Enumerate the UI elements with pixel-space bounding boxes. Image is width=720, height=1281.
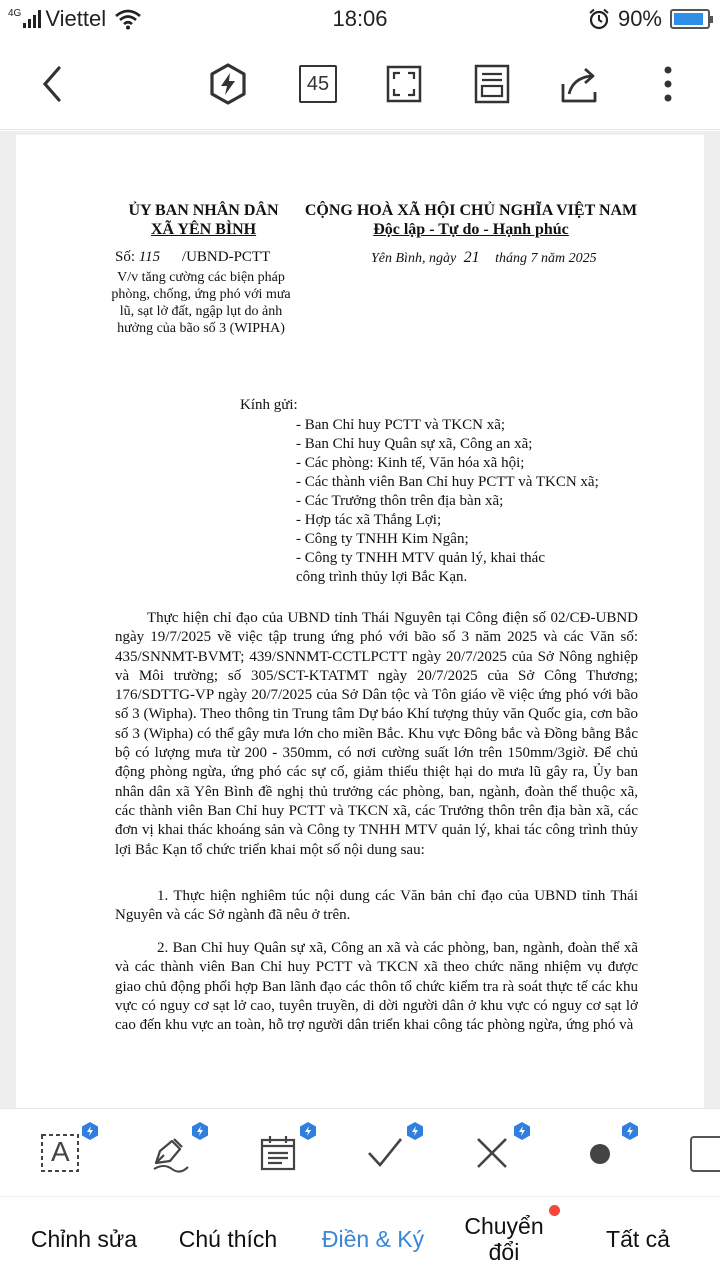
page-count-badge: 45 (306, 72, 330, 95)
status-bar (0, 0, 720, 40)
tab-fill-sign[interactable]: Điền & Ký (321, 1226, 425, 1252)
page-count-button[interactable] (296, 62, 340, 106)
national-title: CỘNG HOÀ XÃ HỘI CHỦ NGHĨA VIỆT NAM (304, 202, 638, 219)
premium-badge-icon (80, 1121, 100, 1141)
date-stamp-tool-icon (258, 1133, 298, 1173)
issuer-line-1: ỦY BAN NHÂN DÂN (128, 202, 279, 219)
so-suffix: /UBND-PCTT (181, 249, 271, 265)
so-label: Số: (115, 249, 136, 265)
paragraph-1: Thực hiện chỉ đạo của UBND tỉnh Thái Nguyên tại Công điện số 02/CĐ-UBND ngày 19/7/2025 về việc tập trung ứng phó với bão số 3 năm 2025 và các Văn số: 435/SNNMT-BVMT; 439/SNNMT-CCTLPCTT ngày 20/7/2025 của Sở Nông nghiệp và Môi trường; số 305/SCT-KTATMT ngày 20/7/2025 của Sở Công Thương; 176/SDTTG-VP ngày 20/7/2025 của Sở Dân tộc và Tôn giáo về việc ứng phó với bão số 3 (Wipha). Theo thông tin Trung tâm Dự báo Khí tượng thủy văn Quốc gia, cơn bão số 3 (Wipha) có thể gây mưa lớn cho miền Bắc. Khu vực Đông bắc và Đồng bằng Bắc bộ có lượng mưa từ 200 - 350mm, có nơi cường suất lớn trên 150mm/3giờ. Để chủ động phòng ngừa, ứng phó các sự cố, giảm thiểu thiệt hại do mưa lũ gây ra, Ủy ban nhân dân xã Yên Bình đề nghị thủ trưởng các phòng, ban, ngành, đoàn thể thuộc xã, các thành viên Ban Chỉ huy PCTT và TKCN xã, các Trưởng thôn trên địa bàn xã, các đơn vị khai thác khoáng sản và Công ty TNHH MTV quản lý, khai tác công trình thủy lợi Bắc Kạn tổ chức triển khai một số nội dung sau: (115, 610, 638, 858)
recipient-item: - Các phòng: Kinh tế, Văn hóa xã hội; (296, 455, 525, 471)
recipient-list (296, 416, 599, 587)
notification-dot (549, 1205, 560, 1216)
date-day: 21 (463, 249, 480, 266)
status-right (588, 6, 710, 32)
recipient-item: - Các thành viên Ban Chỉ huy PCTT và TKCN xã; (296, 474, 599, 490)
text-tool-glyph: A (51, 1136, 70, 1167)
bottom-nav (0, 1196, 720, 1280)
battery-percent: 90% (617, 6, 662, 31)
premium-badge-icon (190, 1121, 210, 1141)
document-page (16, 135, 704, 1108)
dot-tool-icon (580, 1133, 620, 1173)
fullscreen-icon[interactable] (382, 62, 426, 106)
battery-icon (670, 9, 710, 29)
so-number: 115 (138, 249, 161, 265)
date-stamp-tool[interactable] (258, 1133, 298, 1173)
tab-edit[interactable]: Chỉnh sửa (30, 1226, 138, 1252)
issuer-line-2: XÃ YÊN BÌNH (150, 221, 257, 238)
tab-comment[interactable]: Chú thích (178, 1226, 278, 1252)
cross-mark-tool-icon (472, 1133, 512, 1173)
document-subject: V/v tăng cường các biện pháp phòng, chống, ứng phó với mưa lũ, sạt lở đất, ngập lụt do ảnh hưởng của bão số 3 (WIPHA) (111, 270, 291, 336)
recipient-item: - Công ty TNHH Kim Ngân; (296, 531, 469, 547)
cross-mark-tool[interactable] (472, 1133, 512, 1173)
pen-sign-tool[interactable] (150, 1133, 190, 1173)
premium-badge-icon (298, 1121, 318, 1141)
national-header (296, 201, 646, 239)
document-viewer[interactable] (0, 131, 720, 1108)
carrier-name: Viettel (45, 6, 107, 31)
network-type: 4G (8, 7, 22, 19)
dot-tool[interactable] (580, 1133, 620, 1173)
national-motto: Độc lập - Tự do - Hạnh phúc (373, 221, 569, 238)
text-box-tool[interactable] (40, 1133, 80, 1173)
clock: 18:06 (332, 6, 388, 31)
recipient-item: - Ban Chỉ huy Quân sự xã, Công an xã; (296, 436, 533, 452)
tab-convert[interactable]: Chuyển đổi (464, 1213, 544, 1265)
share-icon[interactable] (558, 62, 602, 106)
pen-sign-tool-icon (150, 1133, 190, 1173)
tab-all[interactable]: Tất cả (606, 1226, 670, 1252)
more-icon[interactable] (646, 62, 690, 106)
fill-sign-toolbar (0, 1108, 720, 1196)
recipient-item: - Ban Chỉ huy PCTT và TKCN xã; (296, 417, 506, 433)
recipient-item: công trình thủy lợi Bắc Kạn. (296, 569, 468, 585)
page-count-icon (299, 65, 337, 103)
issuer-header (111, 201, 296, 239)
lightning-hexagon-icon[interactable] (206, 62, 250, 106)
back-arrow-icon[interactable] (30, 62, 74, 106)
kinh-gui-label: Kính gửi: (240, 397, 298, 413)
alarm-icon (588, 8, 610, 30)
paragraph-3: 2. Ban Chỉ huy Quân sự xã, Công an xã và các phòng, ban, ngành, đoàn thể xã và các thành viên Ban Chỉ huy PCTT và TKCN xã theo chức năng nhiệm vụ được giao chủ động phối hợp Ban lãnh đạo các thôn tổ chức kiểm tra rà soát thực tế các khu vực có nguy cơ sạt lở cao, tuyên truyền, di dời người dân ở khu vực có nguy cơ sạt lở cao đến khu vực an toàn, hỗ trợ người dân triển khai công tác phòng ngừa, ứng phó và (115, 940, 638, 1034)
more-tools-partial-icon[interactable] (690, 1136, 720, 1172)
premium-badge-icon (512, 1121, 532, 1141)
date-suffix: tháng 7 năm 2025 (495, 251, 597, 266)
top-toolbar (0, 40, 720, 130)
battery-fill (674, 13, 703, 25)
premium-badge-icon (620, 1121, 640, 1141)
paragraph-2: 1. Thực hiện nghiêm túc nội dung các Văn bản chỉ đạo của UBND tỉnh Thái Nguyên và các Sở ngành đã nêu ở trên. (115, 888, 638, 924)
date-prefix: Yên Bình, ngày (371, 251, 457, 266)
check-mark-tool[interactable] (365, 1133, 405, 1173)
document-number (115, 249, 270, 266)
premium-badge-icon (405, 1121, 425, 1141)
recipient-item: - Các Trưởng thôn trên địa bàn xã; (296, 493, 504, 509)
recipient-item: - Công ty TNHH MTV quản lý, khai thác (296, 550, 546, 566)
recipient-item: - Hợp tác xã Thắng Lợi; (296, 512, 442, 528)
document-date (371, 249, 597, 267)
reading-mode-icon[interactable] (470, 62, 514, 106)
check-mark-tool-icon (365, 1133, 405, 1173)
